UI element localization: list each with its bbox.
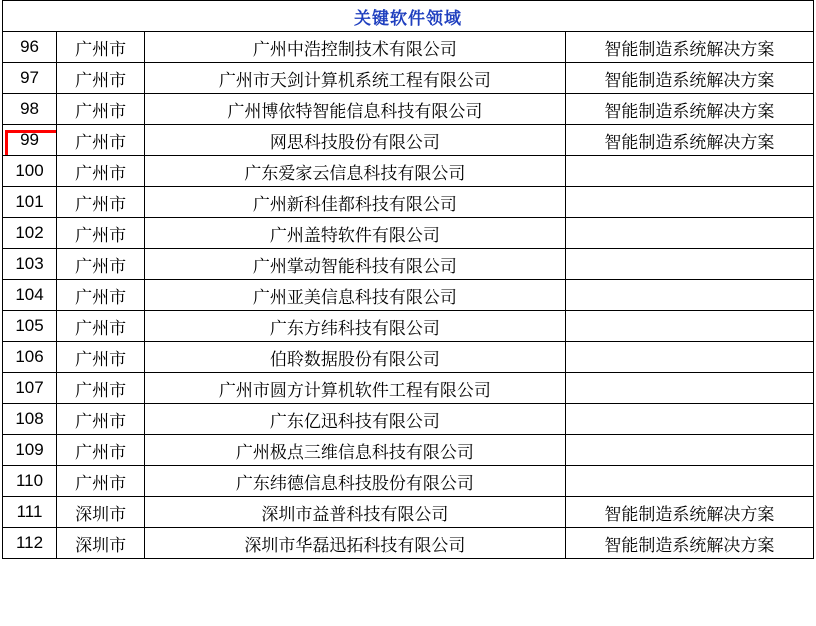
row-index: 99 — [3, 125, 57, 156]
row-company-name: 广州亚美信息科技有限公司 — [145, 280, 566, 311]
row-field: 智能制造系统解决方案 — [565, 94, 813, 125]
table-row-highlighted — [3, 125, 814, 156]
table-row — [3, 156, 814, 187]
row-field — [565, 311, 813, 342]
table-row — [3, 32, 814, 63]
row-index: 103 — [3, 249, 57, 280]
row-field — [565, 373, 813, 404]
table-row — [3, 63, 814, 94]
row-field: 智能制造系统解决方案 — [565, 497, 813, 528]
row-index: 101 — [3, 187, 57, 218]
row-company-name: 广州极点三维信息科技有限公司 — [145, 435, 566, 466]
row-city: 广州市 — [57, 187, 145, 218]
row-index: 102 — [3, 218, 57, 249]
company-list-table — [2, 0, 814, 559]
table-row — [3, 249, 814, 280]
row-city: 广州市 — [57, 94, 145, 125]
row-city: 广州市 — [57, 311, 145, 342]
row-company-name: 广州博依特智能信息科技有限公司 — [145, 94, 566, 125]
row-field — [565, 466, 813, 497]
row-field: 智能制造系统解决方案 — [565, 528, 813, 559]
row-index: 110 — [3, 466, 57, 497]
row-field: 智能制造系统解决方案 — [565, 125, 813, 156]
row-index: 111 — [3, 497, 57, 528]
row-field — [565, 280, 813, 311]
table-row — [3, 435, 814, 466]
row-company-name: 广州盖特软件有限公司 — [145, 218, 566, 249]
table-title-row — [3, 1, 814, 32]
row-company-name: 伯聆数据股份有限公司 — [145, 342, 566, 373]
row-city: 广州市 — [57, 435, 145, 466]
row-field: 智能制造系统解决方案 — [565, 63, 813, 94]
row-city: 广州市 — [57, 32, 145, 63]
table-row — [3, 373, 814, 404]
row-company-name: 广州市天剑计算机系统工程有限公司 — [145, 63, 566, 94]
row-index: 105 — [3, 311, 57, 342]
page-title: 关键软件领域 — [3, 1, 814, 32]
row-city: 广州市 — [57, 125, 145, 156]
row-field — [565, 435, 813, 466]
table-body — [3, 1, 814, 559]
row-company-name: 广州新科佳都科技有限公司 — [145, 187, 566, 218]
row-company-name: 广东纬德信息科技股份有限公司 — [145, 466, 566, 497]
row-index: 107 — [3, 373, 57, 404]
row-field — [565, 218, 813, 249]
table-row — [3, 311, 814, 342]
table-row — [3, 497, 814, 528]
highlight-box — [5, 130, 57, 156]
row-company-name: 广州掌动智能科技有限公司 — [145, 249, 566, 280]
row-city: 广州市 — [57, 466, 145, 497]
table-row — [3, 466, 814, 497]
row-index: 108 — [3, 404, 57, 435]
row-city: 广州市 — [57, 373, 145, 404]
row-field — [565, 249, 813, 280]
row-city: 广州市 — [57, 404, 145, 435]
table-row — [3, 218, 814, 249]
row-field — [565, 342, 813, 373]
row-city: 广州市 — [57, 342, 145, 373]
table-row — [3, 280, 814, 311]
table-row — [3, 528, 814, 559]
row-company-name: 深圳市华磊迅拓科技有限公司 — [145, 528, 566, 559]
row-city: 广州市 — [57, 280, 145, 311]
row-index: 96 — [3, 32, 57, 63]
row-company-name: 广东爱家云信息科技有限公司 — [145, 156, 566, 187]
row-company-name: 网思科技股份有限公司 — [145, 125, 566, 156]
row-field — [565, 404, 813, 435]
row-index: 97 — [3, 63, 57, 94]
row-index: 98 — [3, 94, 57, 125]
table-row — [3, 187, 814, 218]
row-company-name: 广州市圆方计算机软件工程有限公司 — [145, 373, 566, 404]
row-index: 112 — [3, 528, 57, 559]
table-row — [3, 342, 814, 373]
table-row — [3, 404, 814, 435]
row-company-name: 广州中浩控制技术有限公司 — [145, 32, 566, 63]
row-field — [565, 187, 813, 218]
row-city: 广州市 — [57, 249, 145, 280]
row-index: 100 — [3, 156, 57, 187]
row-company-name: 广东方纬科技有限公司 — [145, 311, 566, 342]
row-index: 104 — [3, 280, 57, 311]
row-company-name: 广东亿迅科技有限公司 — [145, 404, 566, 435]
row-company-name: 深圳市益普科技有限公司 — [145, 497, 566, 528]
table-row — [3, 94, 814, 125]
row-index: 106 — [3, 342, 57, 373]
row-city: 深圳市 — [57, 497, 145, 528]
row-city: 广州市 — [57, 218, 145, 249]
row-index: 109 — [3, 435, 57, 466]
row-city: 广州市 — [57, 156, 145, 187]
row-city: 深圳市 — [57, 528, 145, 559]
row-city: 广州市 — [57, 63, 145, 94]
row-field: 智能制造系统解决方案 — [565, 32, 813, 63]
row-field — [565, 156, 813, 187]
